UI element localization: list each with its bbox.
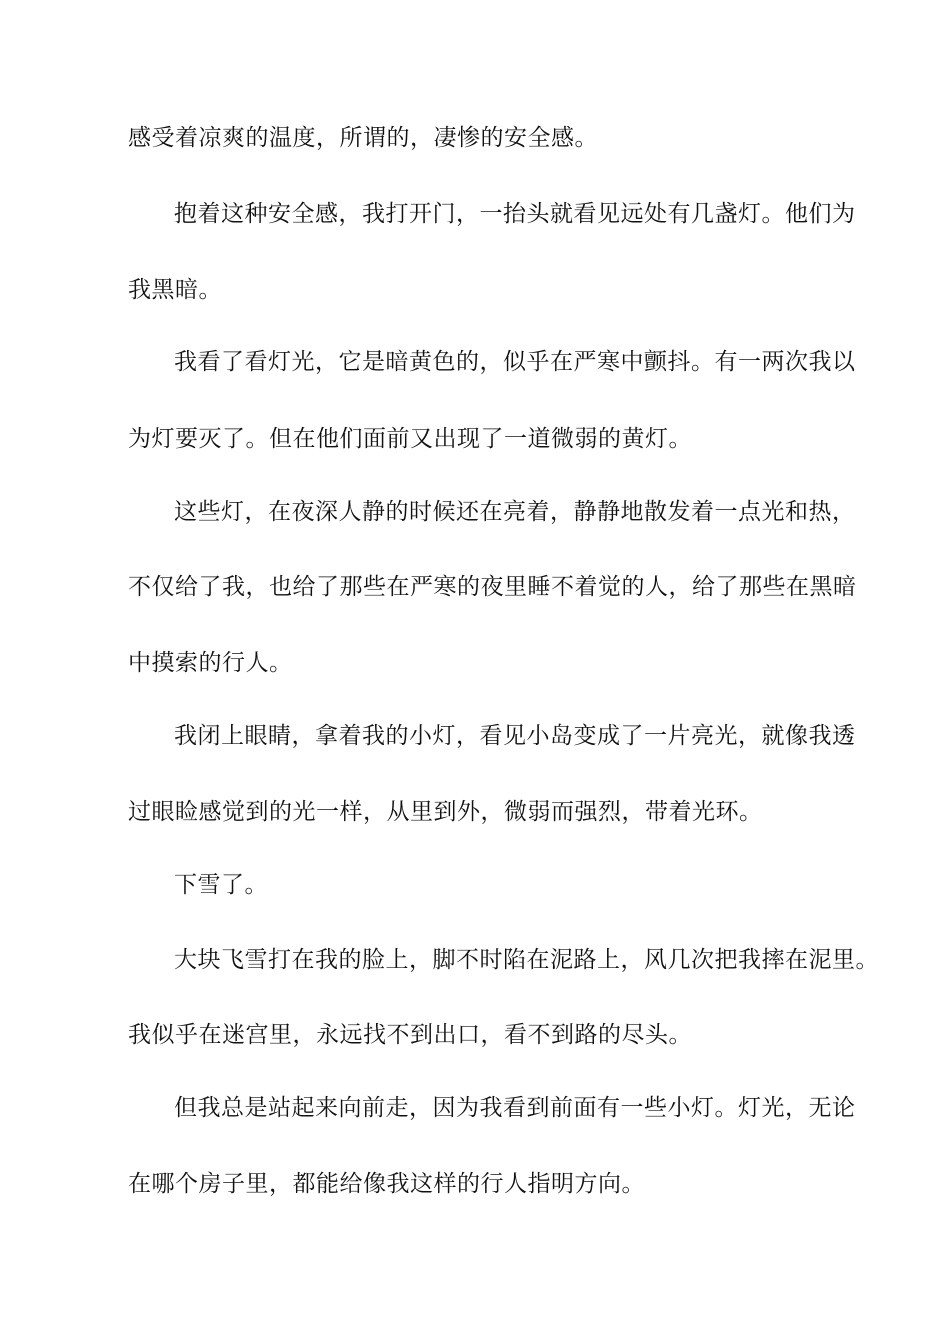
paragraph-first-line: 我闭上眼睛，拿着我的小灯，看见小岛变成了一片亮光，就像我透 bbox=[174, 723, 856, 749]
text-line: 感受着凉爽的温度，所谓的，凄惨的安全感。 bbox=[128, 125, 598, 151]
paragraph-first-line: 我看了看灯光，它是暗黄色的，似乎在严寒中颤抖。有一两次我以 bbox=[174, 349, 856, 375]
text-line: 在哪个房子里，都能给像我这样的行人指明方向。 bbox=[128, 1171, 645, 1197]
paragraph-first-line: 但我总是站起来向前走，因为我看到前面有一些小灯。灯光，无论 bbox=[174, 1095, 856, 1121]
paragraph-first-line: 抱着这种安全感，我打开门，一抬头就看见远处有几盏灯。他们为 bbox=[174, 201, 856, 227]
text-line: 为灯要灭了。但在他们面前又出现了一道微弱的黄灯。 bbox=[128, 426, 692, 452]
paragraph-first-line: 这些灯，在夜深人静的时候还在亮着，静静地散发着一点光和热， bbox=[174, 499, 856, 525]
paragraph-first-line: 大块飞雪打在我的脸上，脚不时陷在泥路上，风几次把我摔在泥里。 bbox=[174, 947, 879, 973]
text-line: 不仅给了我，也给了那些在严寒的夜里睡不着觉的人，给了那些在黑暗 bbox=[128, 574, 857, 600]
paragraph-first-line: 下雪了。 bbox=[174, 872, 268, 898]
text-line: 我似乎在迷宫里，永远找不到出口，看不到路的尽头。 bbox=[128, 1022, 692, 1048]
text-line: 我黑暗。 bbox=[128, 277, 222, 303]
text-line: 中摸索的行人。 bbox=[128, 650, 293, 676]
text-line: 过眼睑感觉到的光一样，从里到外，微弱而强烈，带着光环。 bbox=[128, 799, 763, 825]
